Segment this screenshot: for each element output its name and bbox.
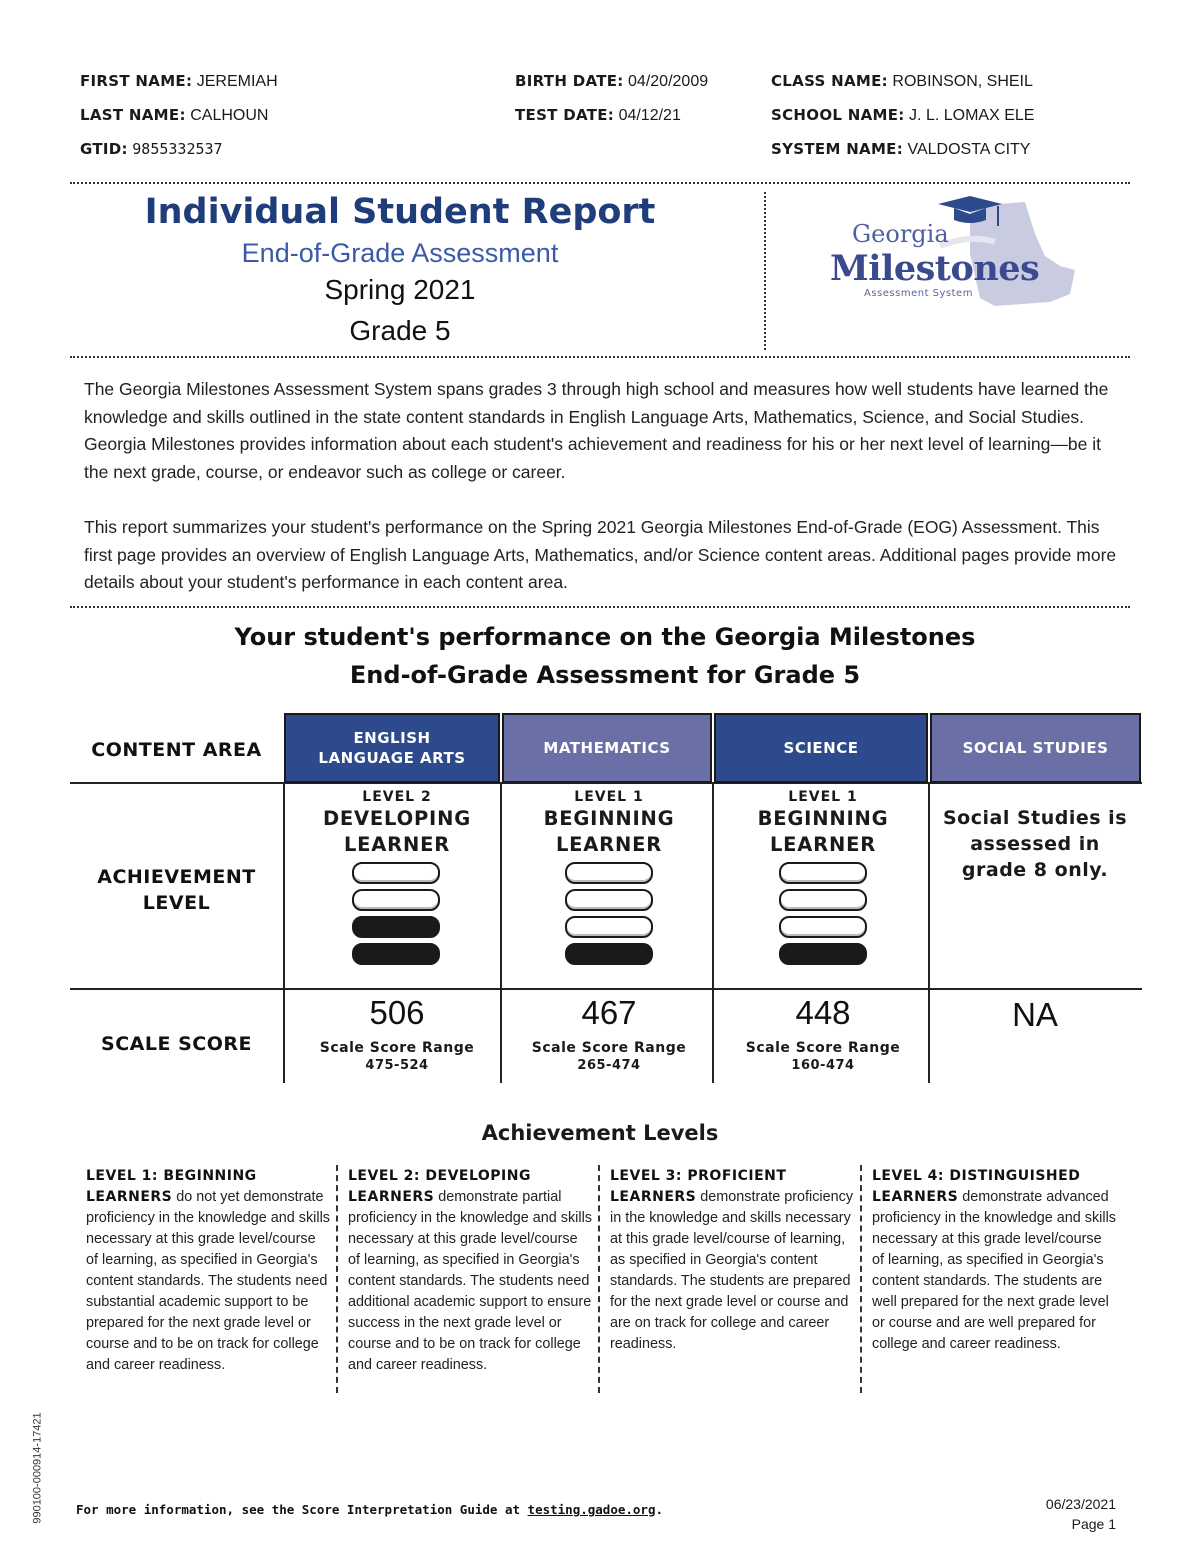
title-divider <box>764 192 766 350</box>
level-bar <box>565 943 653 965</box>
class-name-field: CLASS NAME: ROBINSON, SHEIL <box>771 72 1033 90</box>
scale-score-label: SCALE SCORE <box>101 1033 252 1055</box>
footer-text: For more information, see the Score Interpretation Guide at <box>76 1502 528 1517</box>
test-date-field: TEST DATE: 04/12/21 <box>515 106 681 124</box>
level-bar <box>352 916 440 938</box>
social-studies-note-line3: grade 8 only. <box>961 859 1109 881</box>
science-level-number: LEVEL 1 <box>788 789 858 805</box>
level-3-heading-2: LEARNERS <box>610 1189 697 1205</box>
column-separator <box>598 1165 600 1393</box>
math-level-number: LEVEL 1 <box>574 789 644 805</box>
level-bar <box>565 889 653 911</box>
level-2-heading: LEVEL 2: DEVELOPING <box>348 1168 531 1184</box>
logo-line1: Georgia <box>852 220 949 248</box>
report-title: Individual Student Report <box>144 192 656 232</box>
science-scale-range: 160-474 <box>791 1058 855 1073</box>
header-mathematics <box>502 713 712 783</box>
gtid-field: GTID: 9855332537 <box>80 140 223 158</box>
level-2-text: demonstrate partial proficiency in the knowledge and skills necessary at this grade level/course of learning, as specified in Georgia's content standards. The students need additional academic support to ensure success in the next grade level or course and to be on track for college and career readiness. <box>348 1189 592 1373</box>
math-level-name-line2: LEARNER <box>555 833 663 856</box>
level-3-text: demonstrate proficiency in the knowledge and skills necessary at this grade level/course of learning, as specified in Georgia's content standards. The students are prepared for the next grade level or course and are on track for college and career readiness. <box>610 1189 854 1352</box>
footer-link[interactable]: testing.gadoe.org <box>527 1502 656 1517</box>
level-bar <box>565 862 653 884</box>
social-studies-note <box>930 805 1140 883</box>
divider <box>70 356 1130 358</box>
ela-level-name-line2: LEARNER <box>343 833 451 856</box>
science-level-name-line1: BEGINNING <box>757 807 889 830</box>
header-ela-line1: ENGLISH <box>353 729 431 747</box>
math-scale-score: 467 <box>581 994 637 1031</box>
school-name-field: SCHOOL NAME: J. L. LOMAX ELE <box>771 106 1035 124</box>
level-1-heading: LEVEL 1: BEGINNING <box>86 1168 257 1184</box>
content-area-label: CONTENT AREA <box>91 739 262 761</box>
header-ela <box>284 713 500 783</box>
report-term: Spring 2021 <box>324 274 476 305</box>
level-bar <box>779 889 867 911</box>
column-separator <box>860 1165 862 1393</box>
performance-title-line1: Your student's performance on the Georgia Milestones <box>234 623 976 651</box>
header-social-studies-label: SOCIAL STUDIES <box>962 739 1109 757</box>
level-4-heading: LEVEL 4: DISTINGUISHED <box>872 1168 1081 1184</box>
math-scale-range: 265-474 <box>577 1058 641 1073</box>
system-name-field: SYSTEM NAME: VALDOSTA CITY <box>771 140 1031 158</box>
column-separator <box>336 1165 338 1393</box>
first-name-field: FIRST NAME: JEREMIAH <box>80 72 278 90</box>
ela-scale-range-label: Scale Score Range <box>319 1040 475 1056</box>
table-rule <box>70 988 1142 990</box>
header-science <box>714 713 928 783</box>
social-studies-scale-score: NA <box>1012 996 1058 1033</box>
page-number: Page 1 <box>1071 1516 1116 1532</box>
science-level-name-line2: LEARNER <box>769 833 877 856</box>
level-bar <box>352 889 440 911</box>
ela-level-number: LEVEL 2 <box>362 789 432 805</box>
level-bar <box>565 916 653 938</box>
level-2-heading-2: LEARNERS <box>348 1189 435 1205</box>
level-bar <box>779 943 867 965</box>
intro-paragraph-2: This report summarizes your student's performance on the Spring 2021 Georgia Milestones End-of-Grade (EOG) Assessment. This first page provides an overview of English Language Arts, Mathematics, and/or Science content areas. Additional pages provide more details about your student's performance in each content area. <box>84 517 1117 592</box>
level-4-text: demonstrate advanced proficiency in the knowledge and skills necessary at this grade level/course of learning, as specified in Georgia's content standards. The students are well prepared for the next grade level or course and are well prepared for college and career readiness. <box>872 1189 1116 1352</box>
table-rule <box>283 783 285 1083</box>
header-ela-line2: LANGUAGE ARTS <box>318 749 466 767</box>
level-4-heading-2: LEARNERS <box>872 1189 959 1205</box>
footer-info <box>76 1502 663 1517</box>
footer-suffix: . <box>655 1502 664 1517</box>
birth-date-field: BIRTH DATE: 04/20/2009 <box>515 72 709 90</box>
math-level-name-line1: BEGINNING <box>543 807 675 830</box>
science-scale-score: 448 <box>795 994 851 1031</box>
divider <box>70 606 1130 608</box>
ela-level-name-line1: DEVELOPING <box>322 807 472 830</box>
social-studies-note-line2: assessed in <box>970 833 1100 855</box>
achievement-levels-title: Achievement Levels <box>481 1121 719 1145</box>
document-code: 990100-000914-17421 <box>31 1412 44 1524</box>
level-bar <box>779 916 867 938</box>
georgia-milestones-logo <box>820 194 1080 314</box>
last-name-field: LAST NAME: CALHOUN <box>80 106 269 124</box>
level-3-heading: LEVEL 3: PROFICIENT <box>610 1168 787 1184</box>
intro-paragraph-1: The Georgia Milestones Assessment System spans grades 3 through high school and measures how well students have learned the knowledge and skills outlined in the state content standards in English Language Arts, Mathematics, Science, and Social Studies. Georgia Milestones provides information about each student's achievement and readiness for his or her next level of learning—be it the next grade, course, or endeavor such as college or career. <box>84 379 1109 482</box>
level-bar <box>779 862 867 884</box>
level-bar <box>352 862 440 884</box>
achievement-label-line2: LEVEL <box>142 892 211 914</box>
header-social-studies <box>930 713 1141 783</box>
divider <box>70 182 1130 184</box>
social-studies-note-line1: Social Studies is <box>943 807 1127 829</box>
level-1-heading-2: LEARNERS <box>86 1189 173 1205</box>
header-mathematics-label: MATHEMATICS <box>543 739 671 757</box>
science-scale-range-label: Scale Score Range <box>745 1040 901 1056</box>
report-subtitle: End-of-Grade Assessment <box>241 238 559 268</box>
header-science-label: SCIENCE <box>783 739 859 757</box>
level-4-description <box>872 1166 1117 1355</box>
logo-line2: Milestones <box>830 248 1040 289</box>
level-bar <box>352 943 440 965</box>
math-scale-range-label: Scale Score Range <box>531 1040 687 1056</box>
performance-title-line2: End-of-Grade Assessment for Grade 5 <box>349 661 861 689</box>
level-3-description <box>610 1166 855 1355</box>
level-2-description <box>348 1166 593 1376</box>
achievement-label-line1: ACHIEVEMENT <box>97 866 256 888</box>
print-date: 06/23/2021 <box>1045 1496 1116 1512</box>
level-1-text: do not yet demonstrate proficiency in the knowledge and skills necessary at this grade level/course of learning, as specified in Georgia's content standards. The students need substantial academic support to be prepared for the next grade level or course and to be on track for college and career readiness. <box>86 1189 330 1373</box>
logo-line3: Assessment System <box>864 288 973 299</box>
ela-scale-range: 475-524 <box>365 1058 429 1073</box>
level-1-description <box>86 1166 331 1376</box>
ela-scale-score: 506 <box>369 994 425 1031</box>
report-grade: Grade 5 <box>349 315 451 346</box>
